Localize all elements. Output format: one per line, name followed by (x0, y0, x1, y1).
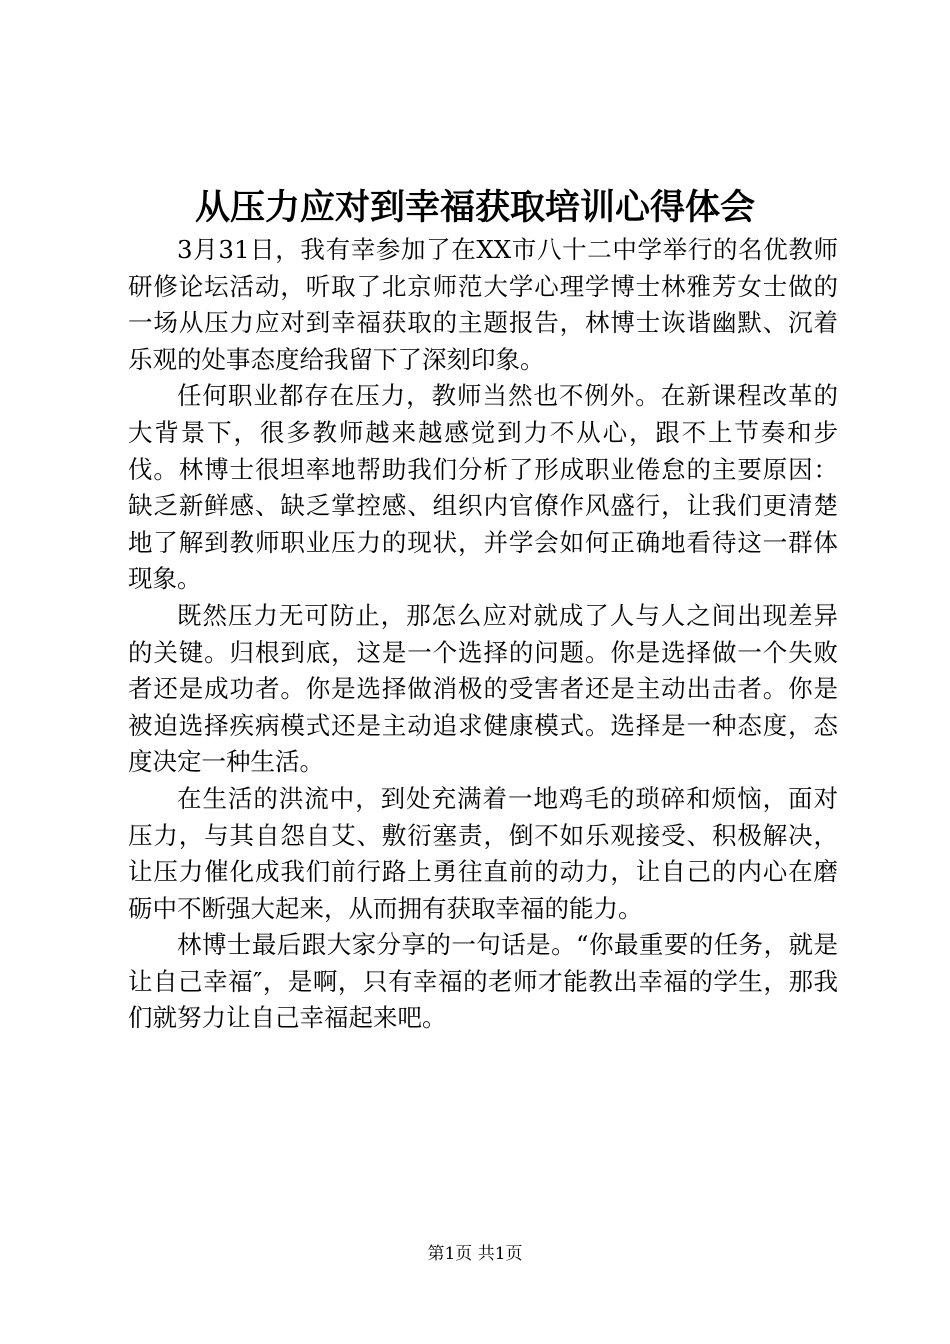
document-title: 从压力应对到幸福获取培训心得体会 (194, 187, 755, 228)
paragraph: 在生活的洪流中，到处充满着一地鸡毛的琐碎和烦恼，面对压力，与其自怨自艾、敷衍塞责，倒不如乐观接受、积极解决，让压力催化成我们前行路上勇往直前的动力，让自己的内心在磨砺中不断强大起来，从而拥有获取幸福的能力。 (128, 783, 838, 923)
paragraph: 3月31日，我有幸参加了在XX市八十二中学举行的名优教师研修论坛活动，听取了北京师范大学心理学博士林雅芳女士做的一场从压力应对到幸福获取的主题报告，林博士诙谐幽默、沉着乐观的处事态度给我留下了深刻印象。 (128, 235, 838, 374)
paragraph: 任何职业都存在压力，教师当然也不例外。在新课程改革的大背景下，很多教师越来越感觉到力不从心，跟不上节奏和步伐。林博士很坦率地帮助我们分析了形成职业倦怠的主要原因：缺乏新鲜感、缺乏掌控感、组织内官僚作风盛行，让我们更清楚地了解到教师职业压力的现状，并学会如何正确地看待这一群体现象。 (128, 381, 838, 594)
document-body (128, 232, 838, 1037)
paragraph: 既然压力无可防止，那怎么应对就成了人与人之间出现差异的关键。归根到底，这是一个选择的问题。你是选择做一个失败者还是成功者。你是选择做消极的受害者还是主动出击者。你是被迫选择疾病模式还是主动追求健康模式。选择是一种态度，态度决定一种生活。 (128, 600, 838, 777)
paragraph: 林博士最后跟大家分享的一句话是。“你最重要的任务，就是让自己幸福″，是啊，只有幸福的老师才能教出幸福的学生，那我们就努力让自己幸福起来吧。 (128, 930, 838, 1033)
page-footer: 第1页 共1页 (427, 1244, 523, 1264)
